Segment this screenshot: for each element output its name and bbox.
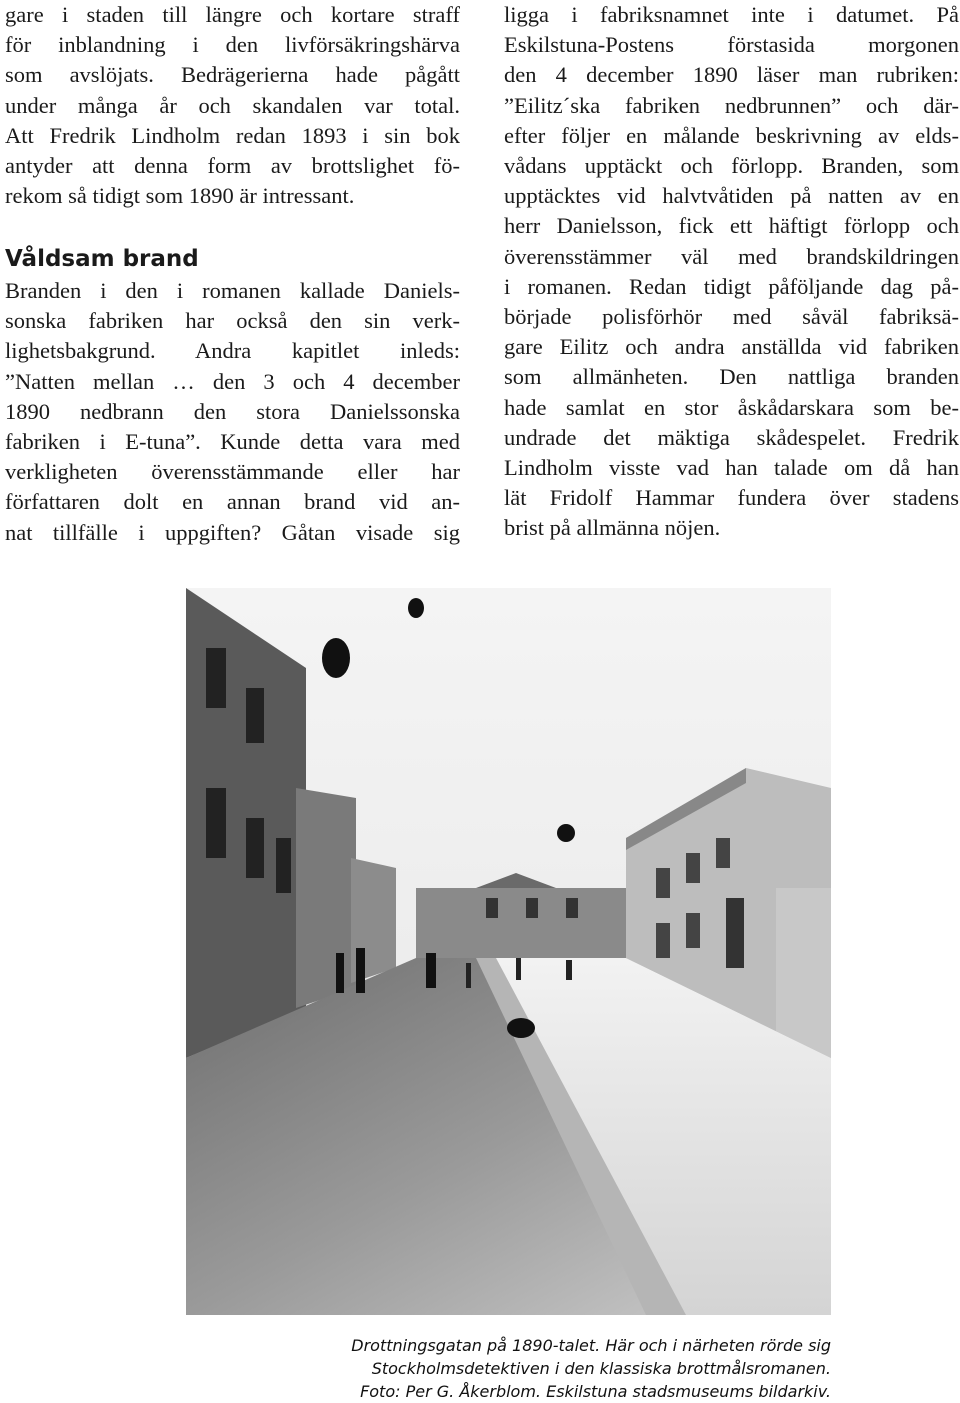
text-line: antyder att denna form av brottslighet fö-	[5, 153, 460, 179]
text-line: Lindholm visste vad han talade om då han	[504, 455, 959, 481]
left-column-intro	[5, 0, 460, 211]
street-photo	[186, 588, 831, 1315]
text-line: lighetsbakgrund. Andra kapitlet inleds:	[5, 338, 460, 364]
text-line: Att Fredrik Lindholm redan 1893 i sin bok	[5, 122, 460, 148]
text-line: började polisförhör med såväl fabriksä-	[504, 304, 959, 330]
text-line: ligga i fabriksnamnet inte i datumet. På	[504, 2, 959, 27]
photo-caption	[186, 1334, 831, 1403]
text-line: den 4 december 1890 läser man rubriken:	[504, 62, 959, 88]
caption-line: Foto: Per G. Åkerblom. Eskilstuna stadsmuseums bildarkiv.	[360, 1382, 831, 1401]
text-line: som allmänheten. Den nattliga branden	[504, 364, 959, 390]
text-line: efter följer en målande beskrivning av elds-	[504, 122, 959, 148]
text-line: brist på allmänna nöjen.	[504, 515, 721, 541]
text-line: överensstämmer väl med brandskildringen	[504, 243, 959, 269]
text-line: under många år och skandalen var total.	[5, 92, 460, 118]
text-line: nat tillfälle i uppgiften? Gåtan visade sig	[5, 519, 460, 545]
street-photo-icon	[186, 588, 831, 1315]
text-line: gare i staden till längre och kortare straff	[5, 2, 460, 27]
text-line: hade samlat en stor åskådarskara som be-	[504, 394, 959, 420]
text-line: sonska fabriken har också den sin verk-	[5, 308, 460, 334]
text-line: som avslöjats. Bedrägerierna hade pågått	[5, 62, 460, 88]
text-line: ”Natten mellan … den 3 och 4 december	[5, 368, 460, 394]
text-line: verkligheten överensstämmande eller har	[5, 459, 460, 485]
text-line: 1890 nedbrann den stora Danielssonska	[5, 398, 460, 424]
section-heading: Våldsam brand	[5, 246, 199, 272]
right-column	[504, 0, 959, 544]
text-line: Eskilstuna-Postens förstasida morgonen	[504, 32, 959, 58]
text-line: rekom så tidigt som 1890 är intressant.	[5, 183, 355, 209]
text-line: vådans upptäckt och förlopp. Branden, som	[504, 153, 959, 179]
text-line: lät Fridolf Hammar fundera över stadens	[504, 485, 959, 511]
text-line: för inblandning i den livförsäkringshärva	[5, 32, 460, 58]
text-line: fabriken i E-tuna”. Kunde detta vara med	[5, 429, 460, 455]
text-line: upptäcktes vid halvtvåtiden på natten av en	[504, 183, 959, 209]
text-line: ”Eilitz´ska fabriken nedbrunnen” och där-	[504, 92, 959, 118]
left-column-section	[5, 276, 460, 548]
caption-line: Stockholmsdetektiven i den klassiska brottmålsromanen.	[371, 1359, 831, 1378]
text-line: gare Eilitz och andra anställda vid fabriken	[504, 334, 959, 360]
caption-line: Drottningsgatan på 1890-talet. Här och i närheten rörde sig	[351, 1336, 831, 1355]
text-line: herr Danielsson, fick ett häftigt förlopp och	[504, 213, 959, 239]
text-line: i romanen. Redan tidigt påföljande dag på-	[504, 273, 959, 299]
text-line: Branden i den i romanen kallade Daniels-	[5, 278, 460, 303]
text-line: undrade det mäktiga skådespelet. Fredrik	[504, 424, 959, 450]
text-line: författaren dolt en annan brand vid an-	[5, 489, 460, 515]
